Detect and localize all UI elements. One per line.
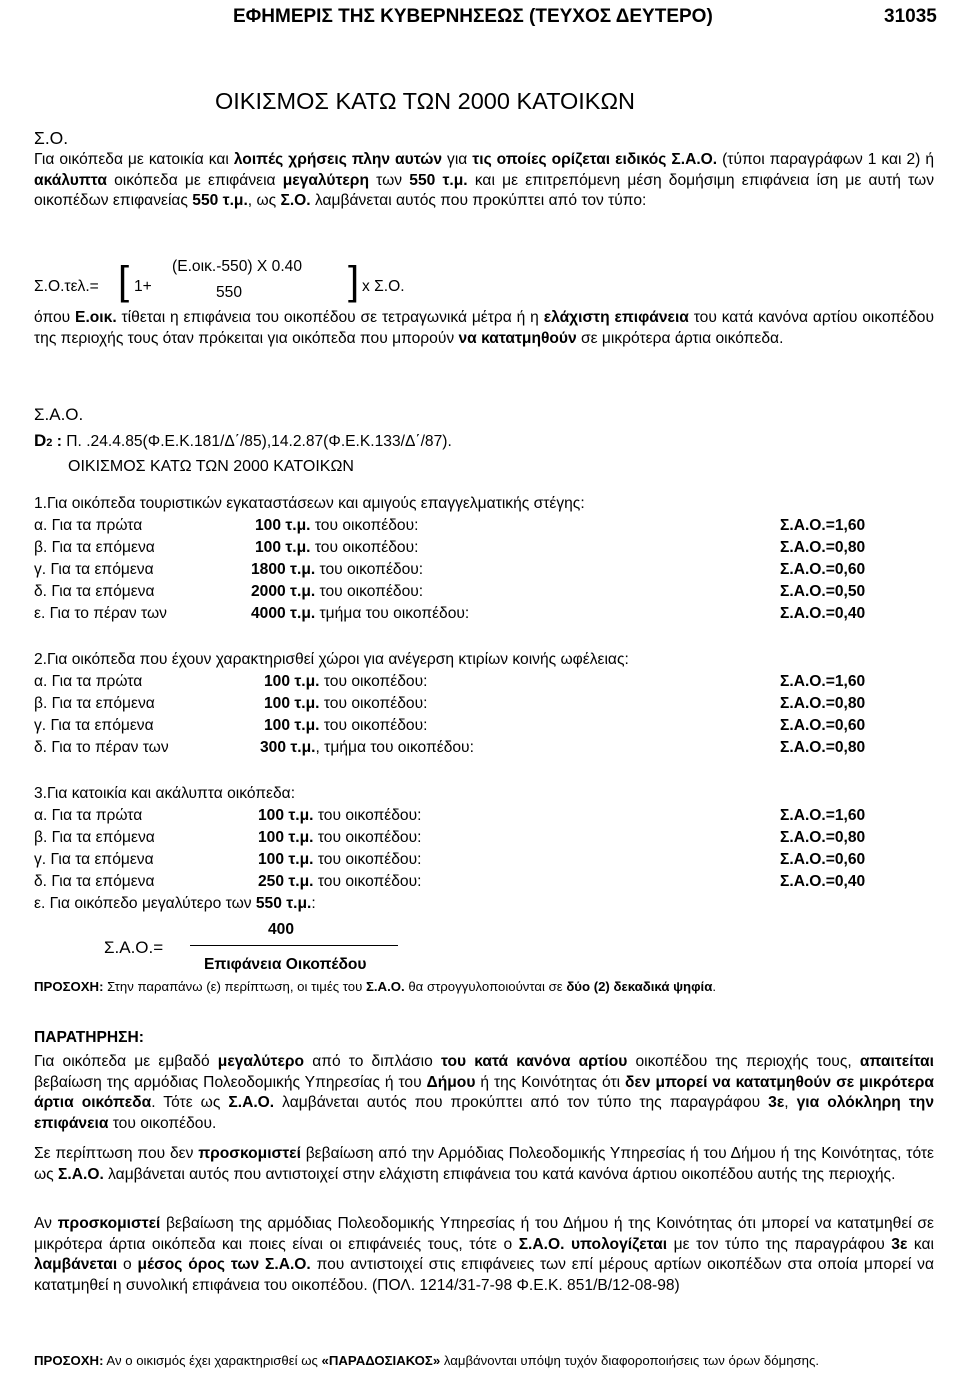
row-label: β. Για τα επόμενα [34, 695, 155, 712]
d2-colon: : [52, 433, 62, 450]
note-text: λαμβάνεται αυτός που αντιστοιχεί στην ελάχιστη επιφάνεια του κατά κανόνα άρτιου οικοπέδου αυτής της περιοχής. [103, 1165, 896, 1183]
formula2-numerator: 400 [268, 921, 295, 938]
so-formula [34, 255, 454, 305]
where-paragraph [34, 308, 934, 349]
page-number: 31035 [884, 6, 937, 27]
row-value: Σ.Α.Ο.=0,60 [780, 561, 866, 578]
row-rest: του οικοπέδου: [313, 829, 422, 846]
intro-bold: Σ.Ο. [280, 192, 311, 210]
row-rest: , τμήμα του οικοπέδου: [315, 739, 474, 756]
row-value: Σ.Α.Ο.=1,60 [780, 673, 866, 690]
note-text: και [907, 1235, 934, 1253]
note-text: Αν [34, 1215, 58, 1232]
warning-bold: «ΠΑΡΑΔΟΣΙΑΚΟΣ» [321, 1353, 441, 1368]
warning-label: ΠΡΟΣΟΧΗ: [34, 1353, 104, 1368]
row-value: Σ.Α.Ο.=0,80 [780, 829, 866, 846]
intro-bold: τις οποίες ορίζεται ειδικός Σ.Α.Ο. [472, 151, 718, 168]
row-rest: του οικοπέδου: [310, 539, 419, 556]
where-text: σε μικρότερα άρτια οικόπεδα. [576, 329, 784, 347]
note-paragraph-1 [34, 1052, 934, 1134]
note-text: Για οικόπεδα με εμβαδό [34, 1053, 218, 1070]
warning-bold: Σ.Α.Ο. [365, 979, 405, 994]
table-row [34, 894, 316, 915]
section-title: ΟΙΚΙΣΜΟΣ ΚΑΤΩ ΤΩΝ 2000 ΚΑΤΟΙΚΩΝ [215, 88, 636, 114]
intro-paragraph [34, 150, 934, 212]
row-rest: του οικοπέδου: [319, 717, 428, 734]
intro-text: (τύποι παραγράφων 1 και 2) ή [717, 151, 934, 168]
row-value: Σ.Α.Ο.=0,80 [780, 695, 866, 712]
row-rest: του οικοπέδου: [319, 673, 428, 690]
row-label: γ. Για τα επόμενα [34, 717, 154, 734]
row-value: Σ.Α.Ο.=1,60 [780, 517, 866, 534]
note-bold: προσκομιστεί [198, 1145, 301, 1162]
intro-text: , ως [247, 192, 281, 210]
note-bold: Δήμου [426, 1073, 476, 1091]
where-bold: να κατατμηθούν [458, 329, 577, 347]
intro-text: των [368, 171, 410, 189]
where-text: όπου [34, 309, 76, 326]
note-text: οικοπέδου της περιοχής τους, [627, 1053, 860, 1070]
note-text: βεβαίωση από την Αρμόδιας Πολεοδομικής Υπηρεσίας ή του Δήμου ή της Κοινότητας, τότε ως [34, 1145, 935, 1183]
note-bold: προσκομιστεί [57, 1215, 161, 1232]
formula2-lhs: Σ.Α.Ο.= [104, 938, 164, 957]
row-rest: του οικοπέδου: [319, 695, 428, 712]
intro-text: και με επιτρεπόμενη μέση δομήσιμη επιφάνεια ίση με αυτή των οικοπέδων επιφανείας [34, 171, 935, 210]
formula-numerator: (Ε.οικ.-550) X 0.40 [172, 258, 303, 275]
warning-text: Στην παραπάνω (ε) περίπτωση, οι τιμές του [103, 979, 366, 994]
row-label: γ. Για τα επόμενα [34, 851, 154, 868]
row-rest: του οικοπέδου: [313, 873, 422, 890]
row-amount: 100 τ.μ. [264, 673, 320, 690]
formula-right-bracket: ] [348, 259, 360, 303]
row-amount: 1800 τ.μ. [251, 561, 316, 578]
row-label: δ. Για τα επόμενα [34, 873, 155, 890]
note-text: από το διπλάσιο [304, 1053, 441, 1070]
note-text: ο [117, 1256, 138, 1274]
row-label: δ. Για τα επόμενα [34, 583, 155, 600]
warning-text: θα στρογγυλοποιούνται σε [404, 979, 567, 994]
note-bold: μέσος όρος των Σ.Α.Ο. [137, 1256, 311, 1274]
row-amount: 100 τ.μ. [258, 851, 314, 868]
gazette-title: ΕΦΗΜΕΡΙΣ ΤΗΣ ΚΥΒΕΡΝΗΣΕΩΣ (ΤΕΥΧΟΣ ΔΕΥΤΕΡΟ) [233, 6, 713, 27]
note-text: του οικοπέδου. [108, 1114, 217, 1132]
row-amount: 2000 τ.μ. [251, 583, 316, 600]
note-bold: λαμβάνεται [34, 1256, 118, 1274]
row-rest: του οικοπέδου: [313, 807, 422, 824]
row-label: γ. Για τα επόμενα [34, 561, 154, 578]
note-paragraph-3 [34, 1214, 934, 1296]
row-amount: 4000 τ.μ. [251, 605, 316, 622]
formula-denominator: 550 [216, 284, 243, 301]
row-label: β. Για τα επόμενα [34, 829, 155, 846]
row-amount: 100 τ.μ. [264, 717, 320, 734]
row-rest: του οικοπέδου: [315, 561, 424, 578]
row-amount: 250 τ.μ. [258, 873, 314, 890]
row-amount: 550 τ.μ. [255, 895, 312, 912]
intro-bold: μεγαλύτερη [282, 171, 369, 189]
subtitle: ΟΙΚΙΣΜΟΣ ΚΑΤΩ ΤΩΝ 2000 ΚΑΤΟΙΚΩΝ [68, 458, 354, 475]
note-text: Σε περίπτωση που δεν [34, 1145, 199, 1162]
formula-rhs: x Σ.Ο. [362, 278, 405, 295]
sao-label: Σ.Α.Ο. [34, 405, 84, 424]
intro-bold: 550 τ.μ. [192, 192, 248, 210]
gazette-header [233, 4, 713, 29]
where-text: τίθεται η επιφάνεια του οικοπέδου σε τετραγωνικά μέτρα ή η [116, 309, 544, 326]
note-bold: 3ε [891, 1235, 908, 1253]
section-2-heading: 2.Για οικόπεδα που έχουν χαρακτηρισθεί χώροι για ανέγερση κτιρίων κοινής ωφέλειας: [34, 651, 629, 668]
note-paragraph-2 [34, 1144, 934, 1185]
intro-text: Για οικόπεδα με κατοικία και [34, 151, 234, 168]
note-bold: απαιτείται [859, 1053, 934, 1070]
where-text: του κατά κανόνα αρτίου οικοπέδου της περιοχής τους όταν πρόκειται για οικόπεδα που μπορούν [34, 309, 934, 347]
note-text: , [784, 1094, 797, 1112]
row-rest: τμήμα του οικοπέδου: [315, 605, 470, 622]
row-rest: του οικοπέδου: [313, 851, 422, 868]
warning-bold: δύο (2) δεκαδικά ψηφία [566, 979, 713, 994]
note-text: με τον τύπο της παραγράφου [667, 1235, 892, 1253]
warning-label: ΠΡΟΣΟΧΗ: [34, 979, 104, 994]
row-value: Σ.Α.Ο.=1,60 [780, 807, 866, 824]
row-amount: 100 τ.μ. [264, 695, 320, 712]
d2-label: D [34, 431, 47, 450]
row-value: Σ.Α.Ο.=0,50 [780, 583, 866, 600]
row-label: α. Για τα πρώτα [34, 807, 143, 824]
row-amount: 100 τ.μ. [258, 807, 314, 824]
warning-text: Αν ο οικισμός έχει χαρακτηρισθεί ως [103, 1353, 322, 1368]
row-label: ε. Για οικόπεδο μεγαλύτερο των [34, 895, 256, 912]
row-value: Σ.Α.Ο.=0,60 [780, 851, 866, 868]
row-label: α. Για τα πρώτα [34, 517, 143, 534]
row-rest: του οικοπέδου: [310, 517, 419, 534]
so-label: Σ.Ο. [34, 128, 69, 148]
formula-left-bracket: [ [118, 259, 130, 303]
note-heading: ΠΑΡΑΤΗΡΗΣΗ: [34, 1029, 144, 1046]
intro-bold: 550 τ.μ. [409, 171, 468, 189]
note-bold: δεν μπορεί να κατατμηθούν σε μικρότερα άρτια οικόπεδα [34, 1073, 934, 1112]
where-bold: Ε.οικ. [75, 309, 117, 326]
note-text: . Τότε ως [151, 1094, 229, 1112]
row-amount: 100 τ.μ. [255, 539, 311, 556]
note-bold: 3ε [768, 1094, 785, 1112]
note-bold: για ολόκληρη την επιφάνεια [34, 1094, 934, 1132]
warning-1 [34, 978, 934, 995]
note-text: βεβαίωση της αρμόδιας Πολεοδομικής Υπηρεσίας ή του [34, 1073, 427, 1091]
note-text: βεβαίωση της αρμόδιας Πολεοδομικής Υπηρεσίας ή του Δήμου ή της Κοινότητας ότι μπορεί να κατατμηθεί σε μικρότερα άρτια οικόπεδα και ποιες είναι οι επιφάνειές τους, τότε ο [34, 1215, 935, 1253]
intro-bold: ακάλυπτα [34, 171, 107, 189]
row-rest: : [311, 895, 316, 912]
row-value: Σ.Α.Ο.=0,80 [780, 539, 866, 556]
row-label: α. Για τα πρώτα [34, 673, 143, 690]
warning-text: λαμβάνονται υπόψη τυχόν διαφοροποιήσεις των όρων δόμησης. [440, 1353, 820, 1368]
section-3-heading: 3.Για κατοικία και ακάλυπτα οικόπεδα: [34, 785, 296, 802]
note-text: που αντιστοιχεί στις επιφάνειες των επί μέρους αρτίων οικοπέδων στα οποία μπορεί να κατατμηθεί η συνολική επιφάνεια του οικοπέδου. (ΠΟΛ. 1214/31-7-98 Φ.Ε.Κ. 851/Β/12-08-98) [34, 1256, 934, 1294]
fraction-line [190, 945, 398, 946]
intro-text: λαμβάνεται αυτός που προκύπτει από τον τύπο: [310, 192, 647, 210]
note-text: λαμβάνεται αυτός που προκύπτει από τον τύπο της παραγράφου [274, 1094, 769, 1112]
formula2-denominator: Επιφάνεια Οικοπέδου [204, 956, 367, 973]
intro-bold: λοιπές χρήσεις πλην αυτών [233, 151, 443, 168]
row-label: δ. Για το πέραν των [34, 739, 169, 756]
note-bold: Σ.Α.Ο. [58, 1165, 104, 1183]
where-bold: ελάχιστη επιφάνεια [543, 309, 689, 326]
note-bold: μεγαλύτερο [217, 1053, 305, 1070]
d2-text: Π. .24.4.85(Φ.Ε.Κ.181/Δ΄/85),14.2.87(Φ.Ε.Κ.133/Δ΄/87). [61, 433, 452, 450]
row-value: Σ.Α.Ο.=0,80 [780, 739, 866, 756]
row-value: Σ.Α.Ο.=0,40 [780, 605, 866, 622]
row-value: Σ.Α.Ο.=0,40 [780, 873, 866, 890]
note-text: ή της Κοινότητας ότι [475, 1073, 626, 1091]
row-rest: του οικοπέδου: [315, 583, 424, 600]
formula-lhs: Σ.Ο.τελ.= [34, 278, 99, 295]
section-1-heading: 1.Για οικόπεδα τουριστικών εγκαταστάσεων και αμιγούς επαγγελματικής στέγης: [34, 495, 585, 512]
d2-reference [34, 430, 452, 453]
row-value: Σ.Α.Ο.=0,60 [780, 717, 866, 734]
row-label: ε. Για το πέραν των [34, 605, 167, 622]
intro-text: οικόπεδα με επιφάνεια [106, 171, 283, 189]
row-amount: 100 τ.μ. [258, 829, 314, 846]
note-bold: του κατά κανόνα αρτίου [440, 1053, 628, 1070]
row-amount: 100 τ.μ. [255, 517, 311, 534]
warning-2 [34, 1352, 934, 1370]
d2-sub: 2 [46, 437, 53, 449]
row-label: β. Για τα επόμενα [34, 539, 155, 556]
row-amount: 300 τ.μ. [260, 739, 316, 756]
intro-text: για [442, 151, 473, 168]
warning-text: . [712, 979, 716, 994]
formula-one-plus: 1+ [134, 278, 152, 295]
note-bold: Σ.Α.Ο. [228, 1094, 275, 1112]
note-bold: Σ.Α.Ο. υπολογίζεται [518, 1235, 668, 1253]
